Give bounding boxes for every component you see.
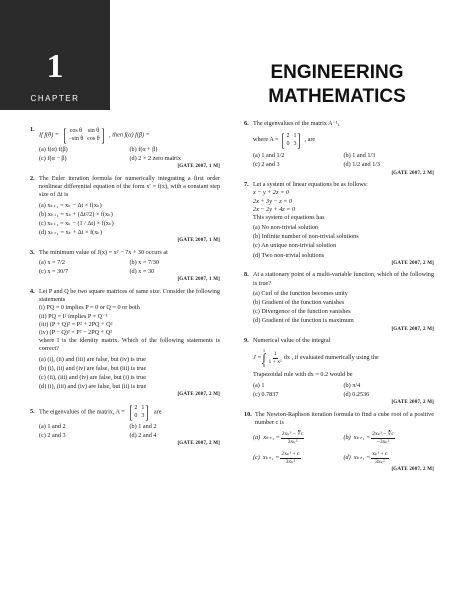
question-text: The minimum value of J(x) = x² − 7x + 30 occurs at: [39, 248, 168, 256]
question-3: [30, 249, 220, 284]
options: [244, 152, 434, 169]
option-label: (b): [343, 434, 351, 442]
option: (d) 0.2536: [343, 390, 370, 398]
option: (a) (i), (ii) and (iii) are false, but (iv) is true: [39, 355, 146, 363]
fraction-numerator: 1: [273, 350, 277, 357]
matrix-cell: cos θ: [87, 136, 100, 142]
question-lead: where A =: [253, 136, 279, 144]
statement: (i) PQ = 0 implies P = 0 or Q = 0 or both: [39, 304, 140, 312]
fraction-numerator: 2xₖ³ − ∛c: [281, 430, 304, 437]
option: (d) (i), (iii) and (iv) are false, but (ii) is true: [39, 383, 147, 391]
fraction-denominator: 3xₖ²: [375, 458, 385, 465]
matrix: [ cos θ sin θ −sin θ cos θ ]: [63, 125, 105, 145]
option: (a) 1 and 2: [39, 422, 66, 430]
matrix-cell: 2: [134, 404, 138, 411]
question-9: [244, 337, 434, 406]
integral-lower-limit: 0: [262, 363, 266, 369]
question-number: 8.: [244, 271, 249, 279]
option: (d) 2 and 4: [129, 432, 157, 440]
option: [344, 431, 435, 446]
option: (b) 1 and 2: [129, 422, 157, 430]
question-lead: The eigenvalues of the matrix, A =: [39, 408, 125, 416]
integral-upper-limit: 1: [262, 348, 266, 354]
options: [30, 259, 220, 276]
option: (d) 1/2 and 1/3: [343, 161, 381, 169]
matrix-cell: 0: [134, 412, 138, 419]
option-lhs: xₖ₊₁ =: [353, 454, 371, 462]
option: (a) xₖ₊₁ = xₖ − Δt × f(xₖ): [39, 201, 102, 209]
question-number: 3.: [30, 248, 35, 256]
option: (b) x = 7/30: [129, 259, 159, 267]
question-text: The Euler iteration formula for numerically integrating a first order nonlinear differential equation of the form x′ = f(x), with a constant step size of Δt is: [39, 174, 220, 199]
gate-tag: [GATE 2007, 1 M]: [177, 164, 220, 170]
chapter-label: CHAPTER: [30, 94, 80, 103]
options: [30, 423, 220, 440]
options: [244, 431, 434, 466]
gate-tag: [GATE 2007, 2 M]: [391, 399, 434, 405]
question-text: The Newton-Raphson iteration formula to find a cube root of a positive number c is: [255, 410, 434, 426]
right-column: [244, 120, 434, 477]
option: (c) Divergence of the function vanishes: [253, 308, 351, 316]
matrix-cell: 1: [141, 404, 145, 411]
option: (a) 1: [253, 381, 265, 389]
option: (d) xₖ₊₁ = xₖ + Δt × f(xₖ): [39, 229, 102, 237]
option: (c) 0.7837: [253, 390, 279, 398]
option: (d) Two non-trivial solutions: [253, 251, 325, 259]
option-lhs: xₖ₊₁ =: [263, 434, 280, 442]
matrix: [ 2 1 0 3 ]: [129, 401, 149, 422]
question-8: [244, 271, 434, 333]
statement: (ii) PQ = I² implies P = Q⁻¹: [39, 312, 108, 320]
question-number: 6.: [244, 120, 249, 127]
question-4: [30, 288, 220, 399]
matrix-cell: cos θ: [69, 128, 83, 134]
option: (b) Infinite number of non-trivial solutions: [253, 233, 359, 241]
fraction-denominator: 3xₖ²: [285, 458, 296, 465]
question-text: The eigenvalues of the matrix A⁻¹,: [253, 120, 340, 127]
question-number: 2.: [30, 174, 35, 182]
option: (a) 1 and 1/2: [253, 152, 285, 160]
option-label: (a): [253, 434, 261, 442]
question-tail: are: [153, 408, 162, 416]
option: (a) f(α) f(β): [39, 146, 68, 153]
option-lhs: xₖ₊₁ =: [262, 454, 280, 462]
question-number: 4.: [30, 288, 35, 296]
option: (d) 2 × 2 zero matrix: [129, 155, 181, 163]
gate-tag: [GATE 2007, 2 M]: [391, 170, 434, 176]
option: (a) Curl of the function becomes unity: [253, 289, 348, 297]
question-text: At a stationary point of a multi-variable function, which of the following is true?: [253, 271, 434, 287]
gate-tag: [GATE 2007, 1 M]: [177, 238, 220, 244]
question-6: [244, 120, 434, 177]
fraction-denominator: 1 + x²: [268, 358, 282, 365]
option-lhs: xₖ₊₁ =: [353, 434, 371, 442]
chapter-number: 1: [46, 48, 64, 85]
matrix-cell: 2: [286, 133, 290, 140]
equation: 2x + 3y − z = 0: [253, 197, 292, 205]
option: (c) (ii), (iii) and (iv) are false, but (i) is true: [39, 373, 146, 381]
statement: (iv) (P − Q)² = P² − 2PQ + Q²: [39, 328, 113, 336]
options: [30, 202, 220, 238]
options: [244, 224, 434, 260]
option: (b) f(α + β): [129, 146, 158, 153]
matrix-cell: sin θ: [87, 128, 100, 134]
question-7: [244, 181, 434, 267]
question-text-2: Trapezoidal rule with dx = 0.2 would be: [253, 371, 353, 379]
question-2: [30, 175, 220, 245]
question-number: 7.: [244, 181, 249, 189]
options: [30, 356, 220, 392]
title-line-1: ENGINEERING: [270, 62, 404, 83]
statement: (iii) (P + Q)² = P² + 2PQ + Q²: [39, 320, 113, 328]
gate-tag: [GATE 2007, 2 M]: [391, 326, 434, 332]
question-text: Let a system of linear equations be as follows:: [253, 181, 368, 189]
chapter-banner: [0, 0, 110, 110]
matrix-cell: 3: [141, 412, 145, 419]
fraction-denominator: −3xₖ²: [376, 438, 390, 445]
matrix-cell: −sin θ: [68, 136, 84, 142]
options: [30, 146, 220, 163]
option: (b) (i), (ii) and (iv) are false, but (iii) is true: [39, 364, 147, 372]
integral-sign-icon: ∫: [262, 352, 266, 365]
gate-tag: [GATE 2007, 2 M]: [177, 392, 220, 398]
matrix-cell: 3: [293, 141, 297, 148]
option: (a) No non-trivial solution: [253, 224, 319, 232]
integral-expression: [244, 348, 434, 368]
question-tail: , are: [304, 136, 316, 144]
option: (c) 2 and 3: [39, 432, 66, 440]
question-text: Let P and Q be two square matrices of same size. Consider the following statements: [39, 288, 220, 304]
option: (c) 2 and 3: [253, 161, 280, 169]
gate-tag: [GATE 2007, 1 M]: [177, 277, 220, 283]
option: [253, 431, 344, 446]
matrix-cell: 1: [293, 133, 297, 140]
option: (b) 1 and 1/3: [343, 152, 376, 160]
question-number: 9.: [244, 337, 249, 345]
option: (b) π/4: [343, 381, 361, 389]
title-line-2: MATHEMATICS: [268, 86, 406, 107]
question-1: [30, 126, 220, 171]
option-label: (d): [343, 454, 351, 462]
option: (d) x = 30: [129, 268, 155, 276]
question-number: 5.: [30, 407, 35, 415]
question-text: Numerical value of the integral: [253, 337, 331, 345]
fraction-numerator: 2xₖ³ + c: [281, 450, 300, 457]
option-label: (c): [253, 454, 260, 462]
gate-tag: [GATE 2007, 2 M]: [391, 260, 434, 266]
options: [244, 382, 434, 399]
left-column: [30, 126, 220, 452]
question-lead: If f(θ) =: [39, 131, 59, 139]
question-text-2: where I is the identity matrix. Which of the following statements is correct?: [39, 337, 220, 353]
option: (c) x = 30/7: [39, 268, 69, 276]
option: (a) x = 7/2: [39, 259, 65, 267]
gate-tag: [GATE 2007, 2 M]: [177, 441, 220, 447]
question-number: 1.: [30, 126, 35, 133]
question-number: 10.: [244, 410, 252, 418]
fraction-numerator: 2xₖ³ − ∛c: [372, 430, 394, 437]
fraction-denominator: 3xₖ²: [287, 438, 298, 445]
fraction-numerator: xₖ³ + c: [372, 450, 388, 457]
question-5: [30, 403, 220, 448]
option: [253, 451, 344, 466]
equation: 2x − 2y + 4z = 0: [253, 205, 296, 213]
matrix-cell: 0: [286, 141, 290, 148]
option: [344, 451, 435, 466]
integral-lead: J =: [253, 354, 262, 362]
equation: x − y + 2z = 0: [253, 189, 289, 197]
option: (b) Gradient of the function vanishes: [253, 299, 345, 306]
option: (c) f(α − β): [39, 155, 67, 163]
question-text-2: This system of equations has: [253, 213, 325, 221]
question-10: [244, 411, 434, 474]
gate-tag: [GATE 2007, 2 M]: [391, 466, 434, 472]
options: [244, 290, 434, 326]
matrix: [ 2 1 0 3 ]: [281, 130, 301, 151]
option: (c) xₖ₊₁ = xₖ − (1 / Δt) × f(xₖ): [39, 219, 114, 227]
option: (b) xₖ₊₁ = xₖ + (Δt²/2) × f(xₖ): [39, 210, 113, 218]
question-tail: , then f(α) f(β) =: [109, 131, 150, 139]
option: (c) An unique non-trivial solution: [253, 242, 337, 250]
option: (d) Gradient of the function is maximum: [253, 317, 354, 325]
integral-tail: dx , if evaluated numerically using the: [283, 354, 379, 362]
